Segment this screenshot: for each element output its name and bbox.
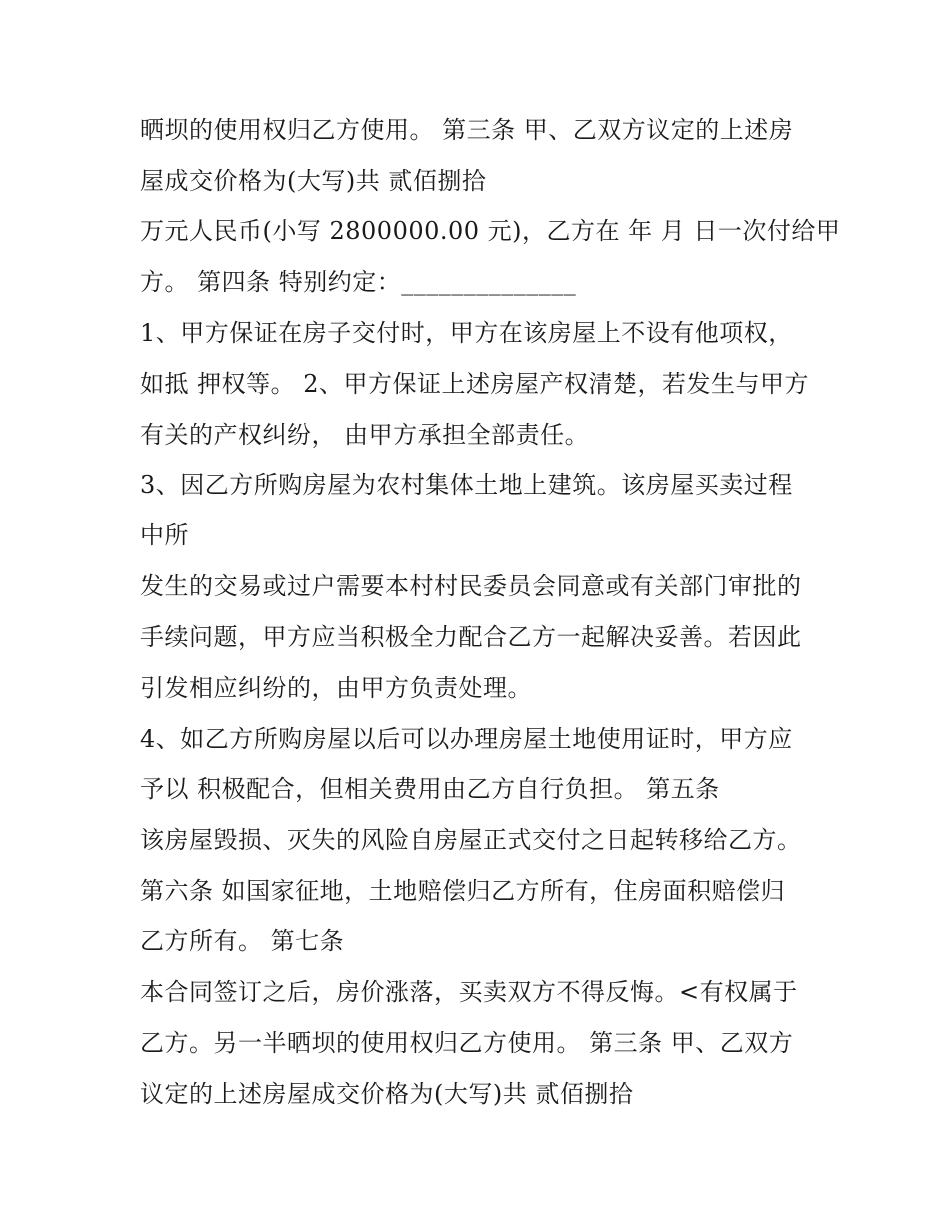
text-line: 发生的交易或过户需要本村村民委员会同意或有关部门审批的 <box>140 572 802 600</box>
text-line: 中所 <box>140 521 189 549</box>
text-line: 第六条 如国家征地，土地赔偿归乙方所有，住房面积赔偿归 <box>140 877 786 905</box>
text-line: 该房屋毁损、灭失的风险自房屋正式交付之日起转移给乙方。 <box>140 826 802 854</box>
text-line: 乙方。另一半晒坝的使用权归乙方使用。 第三条 甲、乙双方 <box>140 1029 794 1057</box>
text-line: 万元人民币(小写 2800000.00 元)，乙方在 年 月 日一次付给甲 <box>140 217 841 245</box>
text-line: 晒坝的使用权归乙方使用。 第三条 甲、乙双方议定的上述房 <box>140 116 794 144</box>
text-line: 予以 积极配合，但相关费用由乙方自行负担。 第五条 <box>140 775 720 803</box>
text-line: 如抵 押权等。 2、甲方保证上述房屋产权清楚，若发生与甲方 <box>140 370 810 398</box>
text-line: 手续问题，甲方应当积极全力配合乙方一起解决妥善。若因此 <box>140 623 802 651</box>
text-line: 引发相应纠纷的，由甲方负责处理。 <box>140 674 532 702</box>
text-line: 1、甲方保证在房子交付时，甲方在该房屋上不设有他项权， <box>140 319 793 347</box>
text-line: 屋成交价格为(大写)共 贰佰捌拾 <box>140 167 487 195</box>
text-line: 有关的产权纠纷， 由甲方承担全部责任。 <box>140 421 590 449</box>
text-line: 本合同签订之后，房价涨落，买卖双方不得反悔。<有权属于 <box>140 978 798 1006</box>
text-line: 3、因乙方所购房屋为农村集体土地上建筑。该房屋买卖过程 <box>140 471 793 499</box>
text-line: 方。 第四条 特别约定：______________ <box>140 268 577 296</box>
text-line: 议定的上述房屋成交价格为(大写)共 贰佰捌拾 <box>140 1080 634 1108</box>
text-line: 乙方所有。 第七条 <box>140 927 345 955</box>
text-line: 4、如乙方所购房屋以后可以办理房屋土地使用证时，甲方应 <box>140 725 793 753</box>
